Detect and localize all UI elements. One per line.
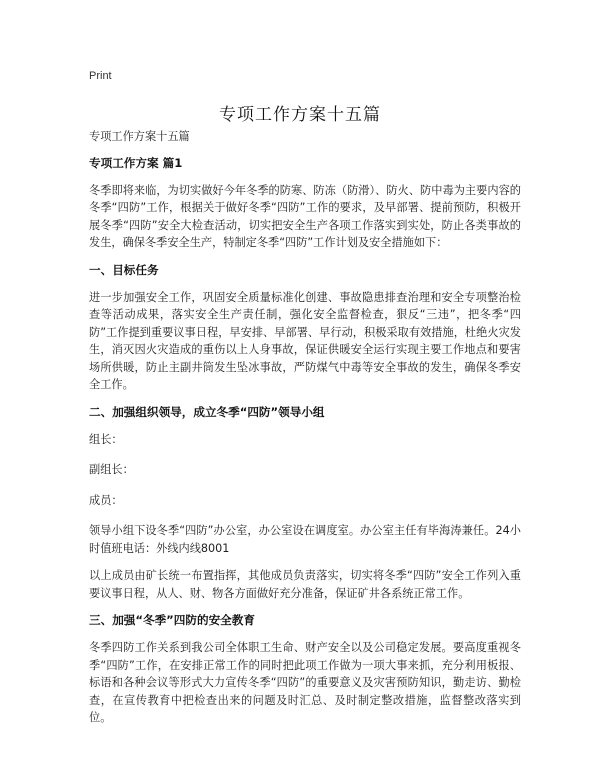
document-title: 专项工作方案十五篇 bbox=[219, 105, 381, 125]
responsibility-paragraph: 以上成员由矿长统一布置指挥，其他成员负责落实，切实将冬季“四防”安全工作列入重要议事日程，从人、财、物各方面做好充分准备，保证矿井各系统正常工作。 bbox=[89, 569, 521, 600]
document-body bbox=[89, 128, 521, 737]
leader-line: 组长： bbox=[89, 432, 123, 446]
deputy-line: 副组长： bbox=[89, 463, 134, 476]
document-subtitle: 专项工作方案十五篇 bbox=[89, 130, 190, 143]
members-line: 成员： bbox=[89, 493, 123, 507]
section-title: 专项工作方案 篇1 bbox=[89, 155, 183, 170]
education-paragraph: 冬季四防工作关系到我公司全体职工生命、财产安全以及公司稳定发展。要高度重视冬季“四防”工作，在安排正常工作的同时把此项工作做为一项大事来抓，充分利用板报、标语和各种会议等形式大力宣传冬季“四防”的重要意义及灾害预防知识，勤走访、勤检查，在宣传教育中把检查出来的问题及时汇总、及时制定整改措施，监督整改落实到位。 bbox=[89, 641, 521, 724]
goals-paragraph: 进一步加强安全工作，巩固安全质量标准化创建、事故隐患排查治理和安全专项整治检查等活动成果，落实安全生产责任制，强化安全监督检查，狠反“三违”，把冬季“四防”工作提到重要议事日程，早安排、早部署、早行动，积极采取有效措施，杜绝火灾发生，消灭因火灾造成的重伤以上人身事故，保证供暖安全运行实现主要工作地点和要害场所供暖，防止主副井筒发生坠冰事故，严防煤气中毒等安全事故的发生，确保冬季安全工作。 bbox=[89, 290, 521, 391]
heading-goals: 一、目标任务 bbox=[89, 262, 159, 277]
intro-paragraph: 冬季即将来临，为切实做好今年冬季的防寒、防冻（防滑）、防火、防中毒为主要内容的冬季“四防”工作，根据关于做好冬季“四防”工作的要求，及早部署、提前预防，积极开展冬季“四防”安全大检查活动，切实把安全生产各项工作落实到实处，防止各类事故的发生，确保冬季安全生产，特制定冬季“四防”工作计划及安全措施如下： bbox=[89, 183, 521, 249]
print-label: Print bbox=[89, 70, 112, 82]
office-paragraph: 领导小组下设冬季“四防”办公室，办公室设在调度室。办公室主任有毕海涛兼任。24小时值班电话：外线内线8001 bbox=[89, 524, 521, 555]
heading-education: 三、加强“冬季”四防的安全教育 bbox=[89, 613, 255, 627]
heading-organization: 二、加强组织领导，成立冬季“四防”领导小组 bbox=[89, 404, 325, 419]
